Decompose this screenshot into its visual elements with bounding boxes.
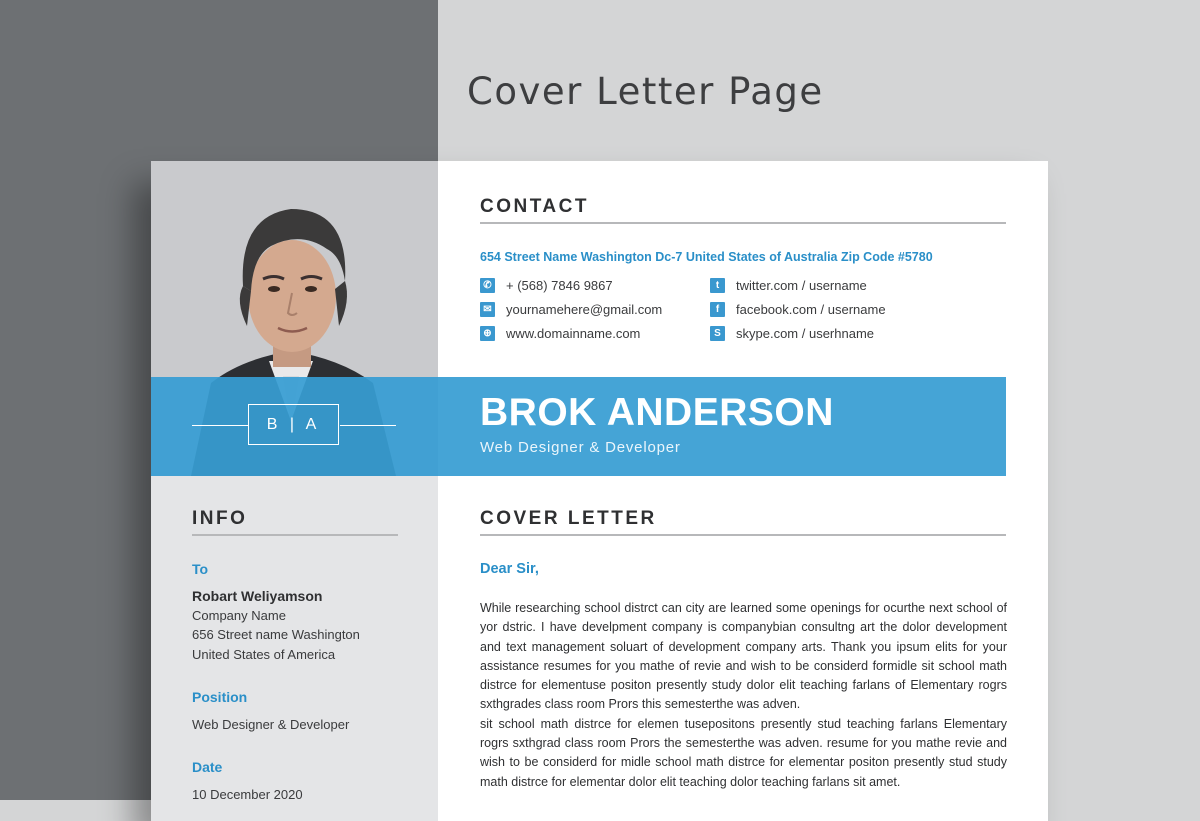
monogram: B | A	[248, 404, 339, 445]
date-value: 10 December 2020	[192, 787, 303, 802]
contact-email[interactable]	[480, 302, 662, 317]
monogram-line-left	[192, 425, 248, 426]
globe-icon: ⊕	[480, 326, 495, 341]
cover-letter-divider	[480, 534, 1006, 536]
contact-title: CONTACT	[480, 196, 589, 217]
contact-twitter-text: twitter.com / username	[736, 278, 867, 293]
recipient-street: 656 Street name Washington	[192, 627, 360, 642]
contact-divider	[480, 222, 1006, 224]
position-label: Position	[192, 689, 248, 705]
recipient-name: Robart Weliyamson	[192, 588, 323, 604]
full-name: BROK ANDERSON	[480, 391, 834, 434]
twitter-icon: t	[710, 278, 725, 293]
info-title: INFO	[192, 508, 248, 529]
position-value: Web Designer & Developer	[192, 717, 350, 732]
page-heading: Cover Letter Page	[467, 70, 824, 113]
job-title: Web Designer & Developer	[480, 439, 681, 456]
contact-address: 654 Street Name Washington Dc-7 United States of Australia Zip Code #5780	[480, 250, 933, 264]
email-icon: ✉	[480, 302, 495, 317]
recipient-company: Company Name	[192, 608, 286, 623]
salutation: Dear Sir,	[480, 561, 539, 577]
letter-body	[480, 599, 1007, 792]
monogram-line-right	[340, 425, 396, 426]
contact-twitter[interactable]	[710, 278, 867, 293]
letter-paragraph: sit school math distrce for elemen tusepositons presently stud teaching farlans Elementary rogrs sxthgrad class room Prors the semesterthe was adven. resume for you mathe revie and wish to be considerd for midle school math distrce for elementar positon presently stud study math distrce for elementar dolor elit teaching dolor teaching farlans sit amet.	[480, 716, 1007, 789]
date-label: Date	[192, 759, 223, 775]
contact-phone[interactable]	[480, 278, 613, 293]
resume-page	[151, 161, 1048, 821]
to-label: To	[192, 561, 209, 577]
contact-website[interactable]	[480, 326, 640, 341]
contact-skype[interactable]	[710, 326, 874, 341]
contact-facebook[interactable]	[710, 302, 886, 317]
facebook-icon: f	[710, 302, 725, 317]
contact-email-text: yournamehere@gmail.com	[506, 302, 663, 317]
letter-paragraph: While researching school distrct can city are learned some openings for ocurthe next school of yor dstric. I have develpment company is companybian consultng art the dolor development and text management soluart of development company arts. Thank you ipsum elits for your assistance resumes for you mathe of revie and wish to be considerd formidle sit school math distrce for elementuse positon presently study dolor elit teaching farlans of Elementary rogrs sxthgrades class room Prors this semesterthe was adven.	[480, 601, 1007, 712]
contact-website-text: www.domainname.com	[506, 326, 641, 341]
cover-letter-title: COVER LETTER	[480, 508, 657, 529]
info-divider	[192, 534, 398, 536]
recipient-country: United States of America	[192, 647, 336, 662]
contact-phone-text: + (568) 7846 9867	[506, 278, 613, 293]
contact-skype-text: skype.com / userhname	[736, 326, 875, 341]
phone-icon: ✆	[480, 278, 495, 293]
contact-facebook-text: facebook.com / username	[736, 302, 886, 317]
skype-icon: S	[710, 326, 725, 341]
name-banner	[151, 377, 1006, 476]
